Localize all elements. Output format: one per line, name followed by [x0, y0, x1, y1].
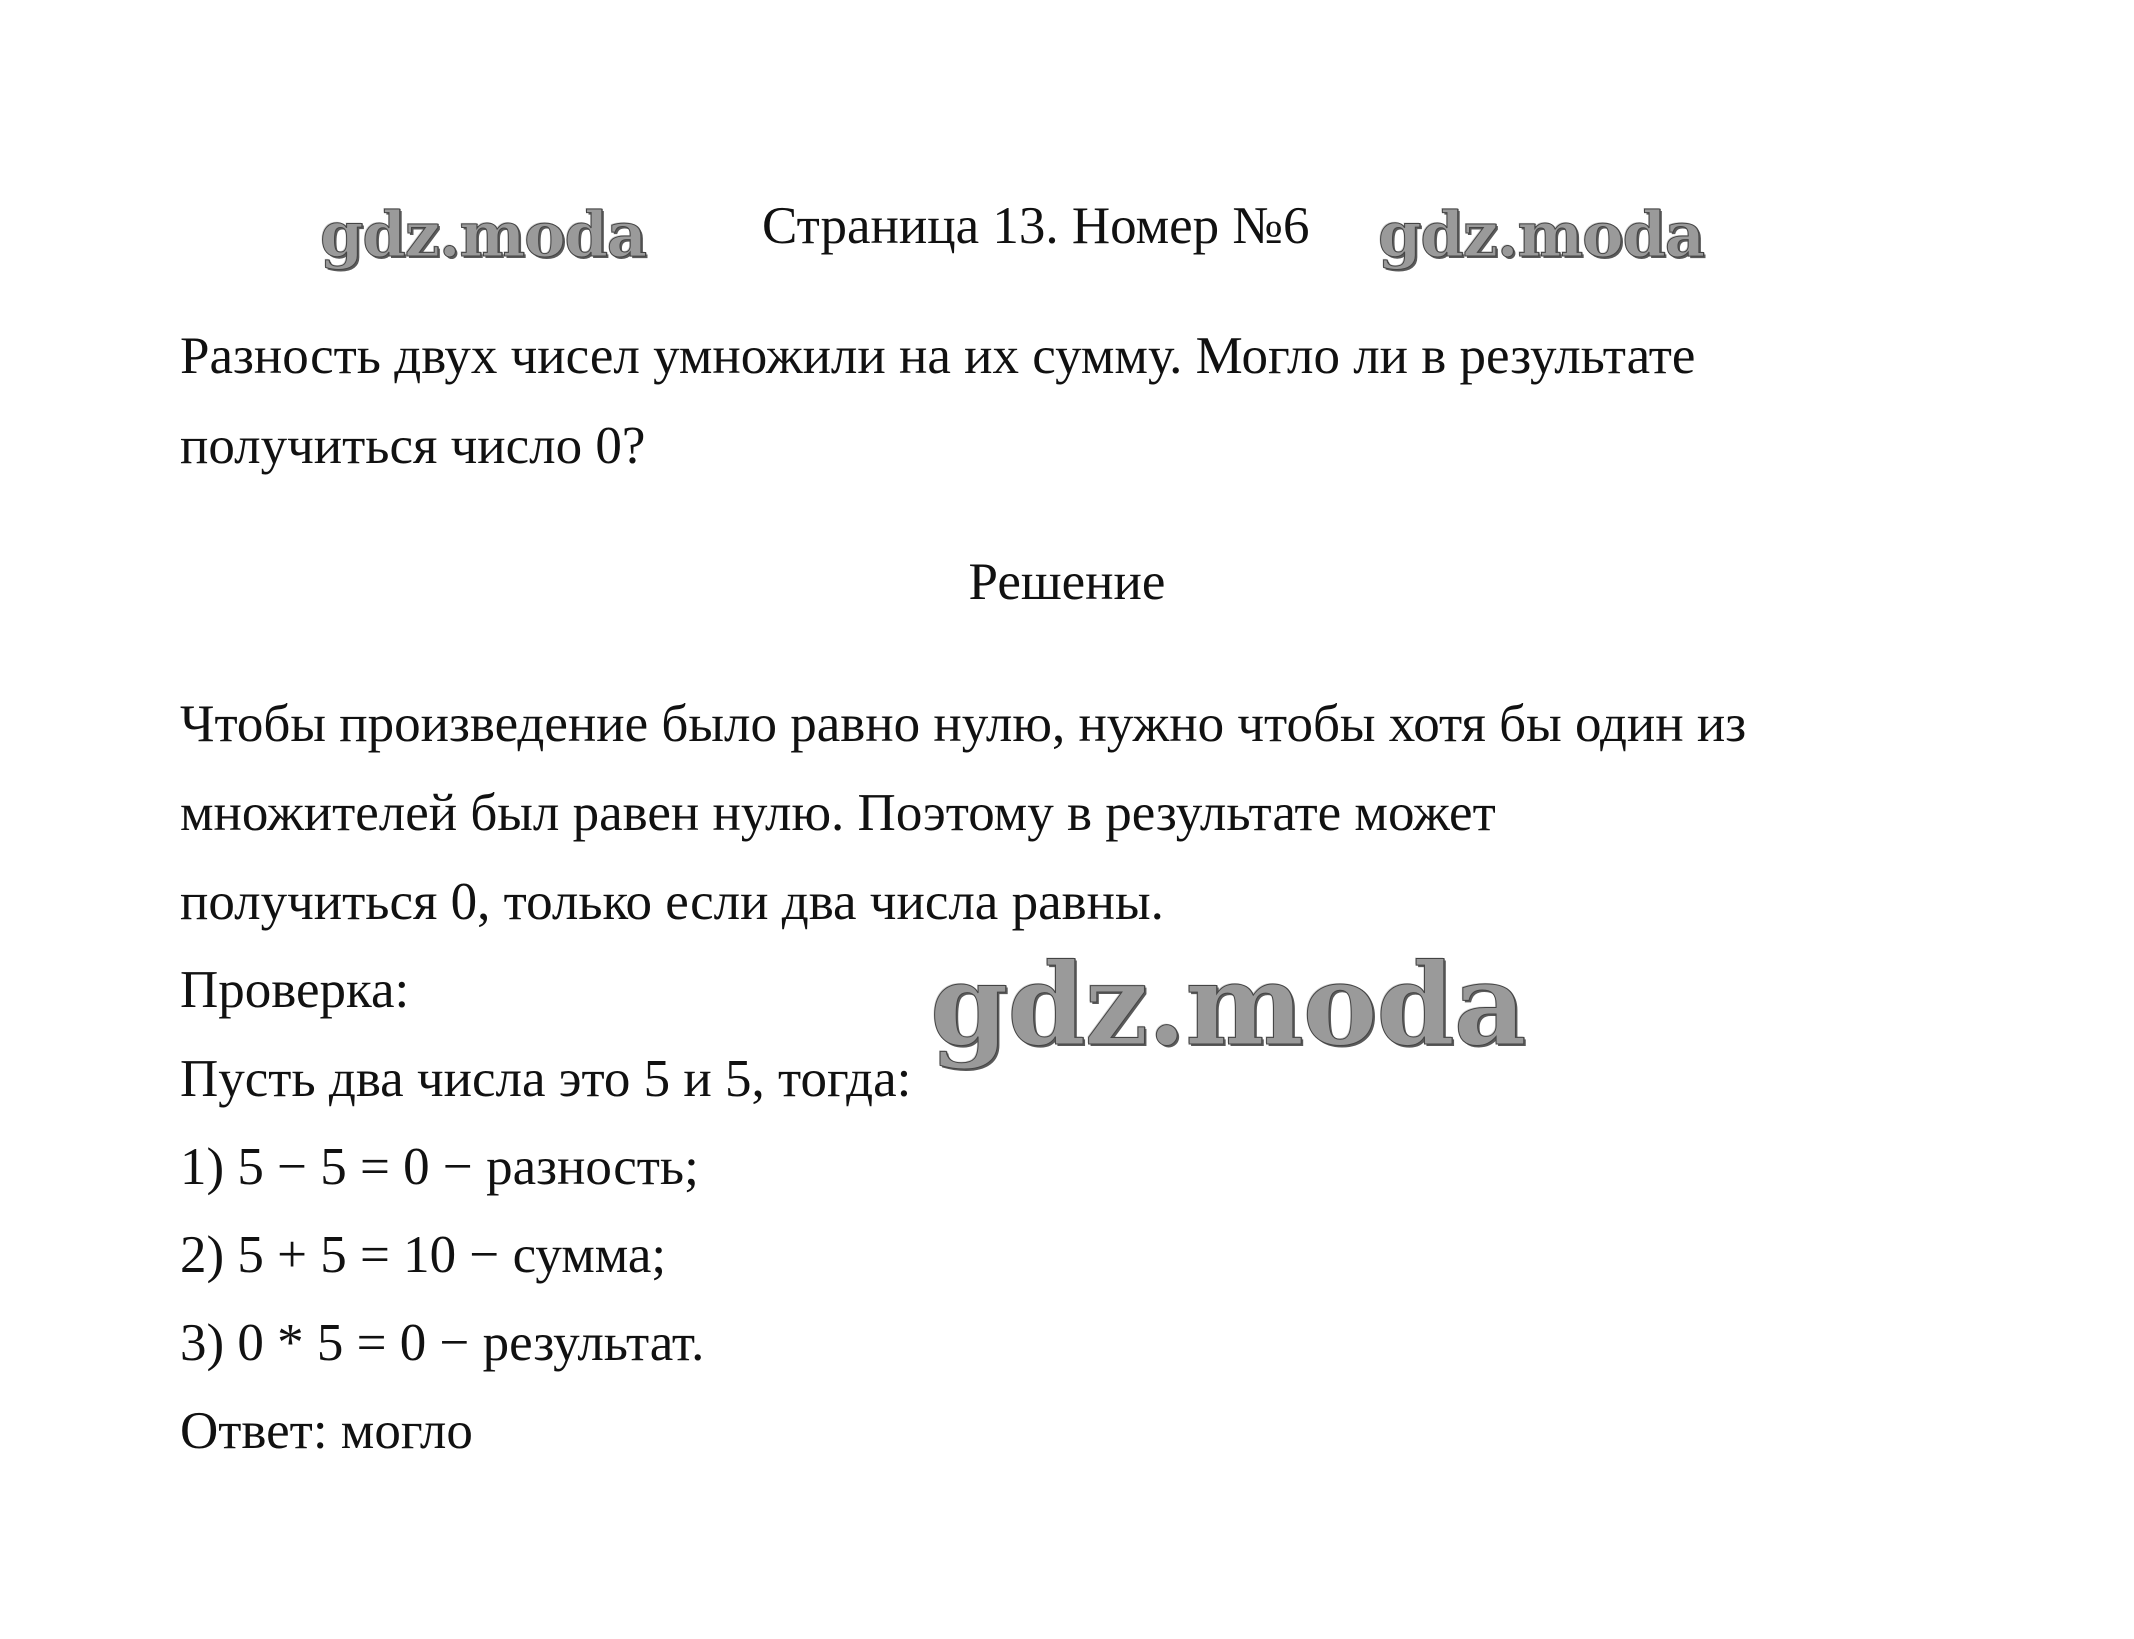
solution-line: Пусть два числа это 5 и 5, тогда:	[180, 1050, 912, 1108]
solution-step: 1) 5 − 5 = 0 − разность;	[180, 1138, 699, 1196]
solution-step: 3) 0 * 5 = 0 − результат.	[180, 1314, 705, 1372]
problem-line: получиться число 0?	[180, 417, 646, 475]
check-label: Проверка:	[180, 961, 410, 1019]
solution-heading: Решение	[968, 553, 1166, 611]
watermark-logo: gdz.moda	[930, 940, 1526, 1071]
watermark-logo: gdz.moda	[1378, 198, 1704, 271]
problem-line: Разность двух чисел умножили на их сумму. Могло ли в результате	[180, 327, 1696, 385]
watermark-logo: gdz.moda	[320, 198, 646, 271]
solution-line: Чтобы произведение было равно нулю, нужно чтобы хотя бы один из	[180, 695, 1747, 753]
solution-line: получиться 0, только если два числа равны.	[180, 873, 1164, 931]
page-title: Страница 13. Номер №6	[762, 197, 1310, 255]
answer-line: Ответ: могло	[180, 1402, 473, 1460]
solution-line: множителей был равен нулю. Поэтому в результате может	[180, 784, 1496, 842]
solution-step: 2) 5 + 5 = 10 − сумма;	[180, 1226, 667, 1284]
